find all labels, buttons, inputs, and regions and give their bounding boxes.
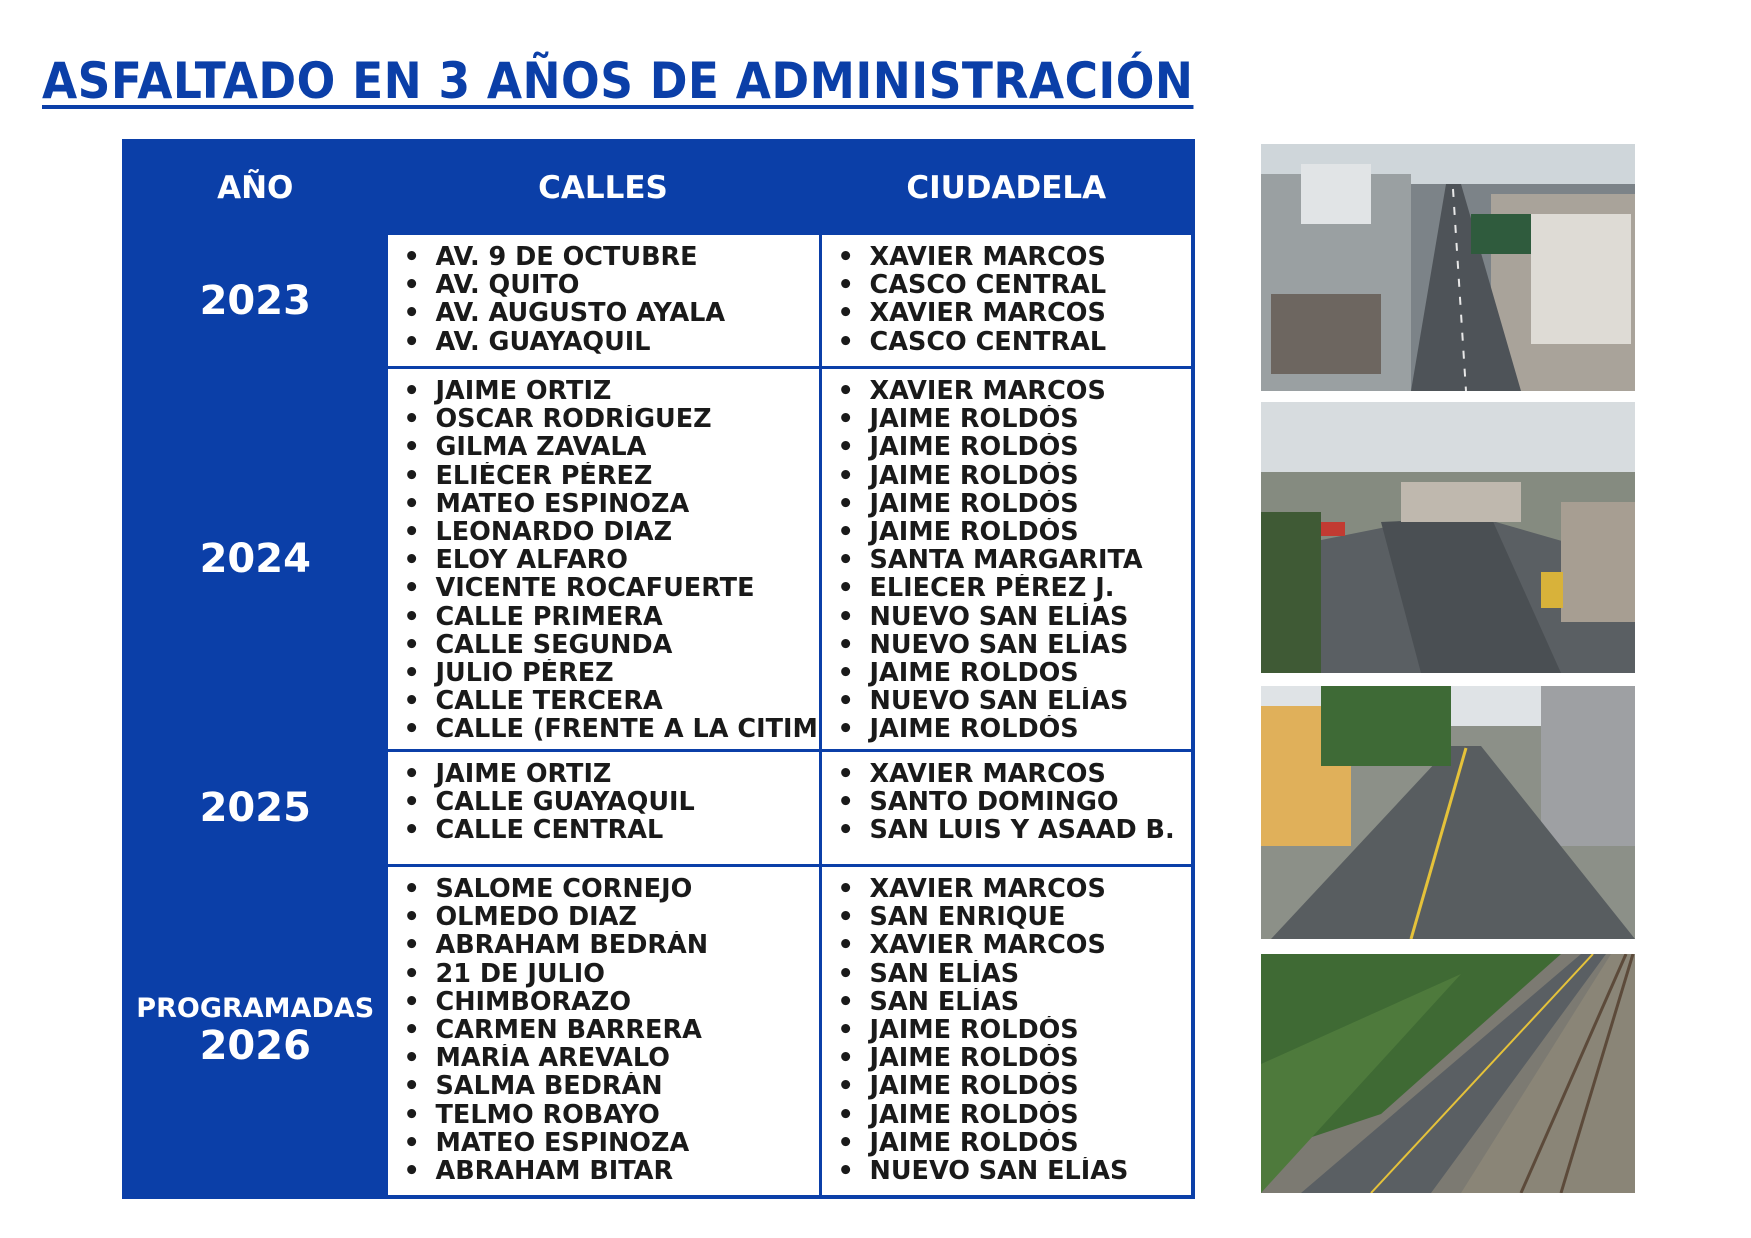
list-item: • SALOME CORNEJO <box>404 875 819 903</box>
year-value: 2023 <box>199 277 311 324</box>
paving-table <box>122 139 1195 1199</box>
list-item: • SAN ELÍAS <box>838 960 1192 988</box>
list-item: • VICENTE ROCAFUERTE <box>404 574 819 602</box>
ciudadela-cell <box>820 368 1193 751</box>
list-item: • ELOY ALFARO <box>404 546 819 574</box>
list-item: • LEONARDO DIAZ <box>404 518 819 546</box>
list-item: • XAVIER MARCOS <box>838 243 1192 271</box>
list-item: • JAIME ROLDÓS <box>838 1072 1192 1100</box>
calles-list <box>388 867 819 1189</box>
table-row <box>124 866 1193 1197</box>
ciudadela-list <box>822 235 1192 360</box>
year-cell <box>124 234 386 368</box>
calles-list <box>388 369 819 748</box>
list-item: • SAN ENRIQUE <box>838 903 1192 931</box>
list-item: • ABRAHAM BEDRÁN <box>404 931 819 959</box>
list-item: • CALLE PRIMERA <box>404 603 819 631</box>
list-item: • NUEVO SAN ELÍAS <box>838 1157 1192 1185</box>
year-value: 2026 <box>199 1022 311 1069</box>
ciudadela-list <box>822 867 1192 1189</box>
list-item: • OSCAR RODRÍGUEZ <box>404 405 819 433</box>
list-item: • XAVIER MARCOS <box>838 875 1192 903</box>
calles-cell <box>386 234 820 368</box>
list-item: • 21 DE JULIO <box>404 960 819 988</box>
year-cell <box>124 368 386 751</box>
list-item: • ELIÉCER PÉREZ <box>404 462 819 490</box>
list-item: • JAIME ROLDÓS <box>838 715 1192 743</box>
list-item: • OLMEDO DIAZ <box>404 903 819 931</box>
list-item: • ELIECER PÉREZ J. <box>838 574 1192 602</box>
list-item: • CARMEN BARRERA <box>404 1016 819 1044</box>
ciudadela-cell <box>820 234 1193 368</box>
year-cell <box>124 866 386 1197</box>
list-item: • SALMA BEDRÁN <box>404 1072 819 1100</box>
list-item: • JAIME ROLDÓS <box>838 1129 1192 1157</box>
table-row <box>124 234 1193 368</box>
list-item: • NUEVO SAN ELÍAS <box>838 603 1192 631</box>
calles-list <box>388 752 819 849</box>
list-item: • CALLE CENTRAL <box>404 816 819 844</box>
list-item: • ABRAHAM BITAR <box>404 1157 819 1185</box>
list-item: • AV. GUAYAQUIL <box>404 328 819 356</box>
header-ciudadela: CIUDADELA <box>820 141 1193 234</box>
list-item: • CALLE GUAYAQUIL <box>404 788 819 816</box>
list-item: • XAVIER MARCOS <box>838 299 1192 327</box>
list-item: • XAVIER MARCOS <box>838 931 1192 959</box>
list-item: • SANTA MARGARITA <box>838 546 1192 574</box>
list-item: • JAIME ROLDÓS <box>838 462 1192 490</box>
page-title: ASFALTADO EN 3 AÑOS DE ADMINISTRACIÓN <box>42 52 1194 110</box>
list-item: • JAIME ORTIZ <box>404 760 819 788</box>
list-item: • XAVIER MARCOS <box>838 760 1192 788</box>
list-item: • SAN ELÍAS <box>838 988 1192 1016</box>
list-item: • NUEVO SAN ELÍAS <box>838 631 1192 659</box>
list-item: • JAIME ROLDÓS <box>838 405 1192 433</box>
list-item: • CASCO CENTRAL <box>838 271 1192 299</box>
list-item: • MATEO ESPINOZA <box>404 490 819 518</box>
calles-cell <box>386 751 820 866</box>
list-item: • SAN LUIS Y ASAAD B. <box>838 816 1192 844</box>
calles-cell <box>386 866 820 1197</box>
list-item: • JAIME ROLDÓS <box>838 490 1192 518</box>
list-item: • JAIME ROLDOS <box>838 659 1192 687</box>
year-label: PROGRAMADAS <box>136 992 375 1024</box>
list-item: • MARÍA AREVALO <box>404 1044 819 1072</box>
ciudadela-list <box>822 752 1192 849</box>
table-row <box>124 751 1193 866</box>
list-item: • AV. AUGUSTO AYALA <box>404 299 819 327</box>
list-item: • CALLE (FRENTE A LA CITIM <box>404 715 819 743</box>
list-item: • AV. 9 DE OCTUBRE <box>404 243 819 271</box>
list-item: • TELMO ROBAYO <box>404 1101 819 1129</box>
street-photo-aerial-1 <box>1261 144 1635 391</box>
ciudadela-cell <box>820 866 1193 1197</box>
list-item: • CALLE SEGUNDA <box>404 631 819 659</box>
header-calles: CALLES <box>386 141 820 234</box>
list-item: • AV. QUITO <box>404 271 819 299</box>
ciudadela-list <box>822 369 1192 748</box>
list-item: • SANTO DOMINGO <box>838 788 1192 816</box>
list-item: • JAIME ROLDÓS <box>838 1101 1192 1129</box>
list-item: • JAIME ROLDÓS <box>838 518 1192 546</box>
list-item: • NUEVO SAN ELÍAS <box>838 687 1192 715</box>
list-item: • CHIMBORAZO <box>404 988 819 1016</box>
street-photo-aerial-4 <box>1261 954 1635 1193</box>
list-item: • CALLE TERCERA <box>404 687 819 715</box>
year-value: 2025 <box>199 785 311 831</box>
calles-list <box>388 235 819 360</box>
list-item: • JAIME ROLDÓS <box>838 1016 1192 1044</box>
calles-cell <box>386 368 820 751</box>
list-item: • JAIME ROLDÓS <box>838 433 1192 461</box>
list-item: • GILMA ZAVALA <box>404 433 819 461</box>
year-value: 2024 <box>199 536 311 582</box>
street-photo-aerial-2 <box>1261 402 1635 673</box>
street-photo-aerial-3 <box>1261 686 1635 939</box>
list-item: • JULIO PÉREZ <box>404 659 819 687</box>
list-item: • JAIME ORTIZ <box>404 377 819 405</box>
header-year: AÑO <box>124 141 386 234</box>
list-item: • CASCO CENTRAL <box>838 328 1192 356</box>
list-item: • XAVIER MARCOS <box>838 377 1192 405</box>
table-header-row <box>124 141 1193 234</box>
ciudadela-cell <box>820 751 1193 866</box>
year-cell <box>124 751 386 866</box>
table-row <box>124 368 1193 751</box>
list-item: • MATEO ESPINOZA <box>404 1129 819 1157</box>
list-item: • JAIME ROLDÓS <box>838 1044 1192 1072</box>
